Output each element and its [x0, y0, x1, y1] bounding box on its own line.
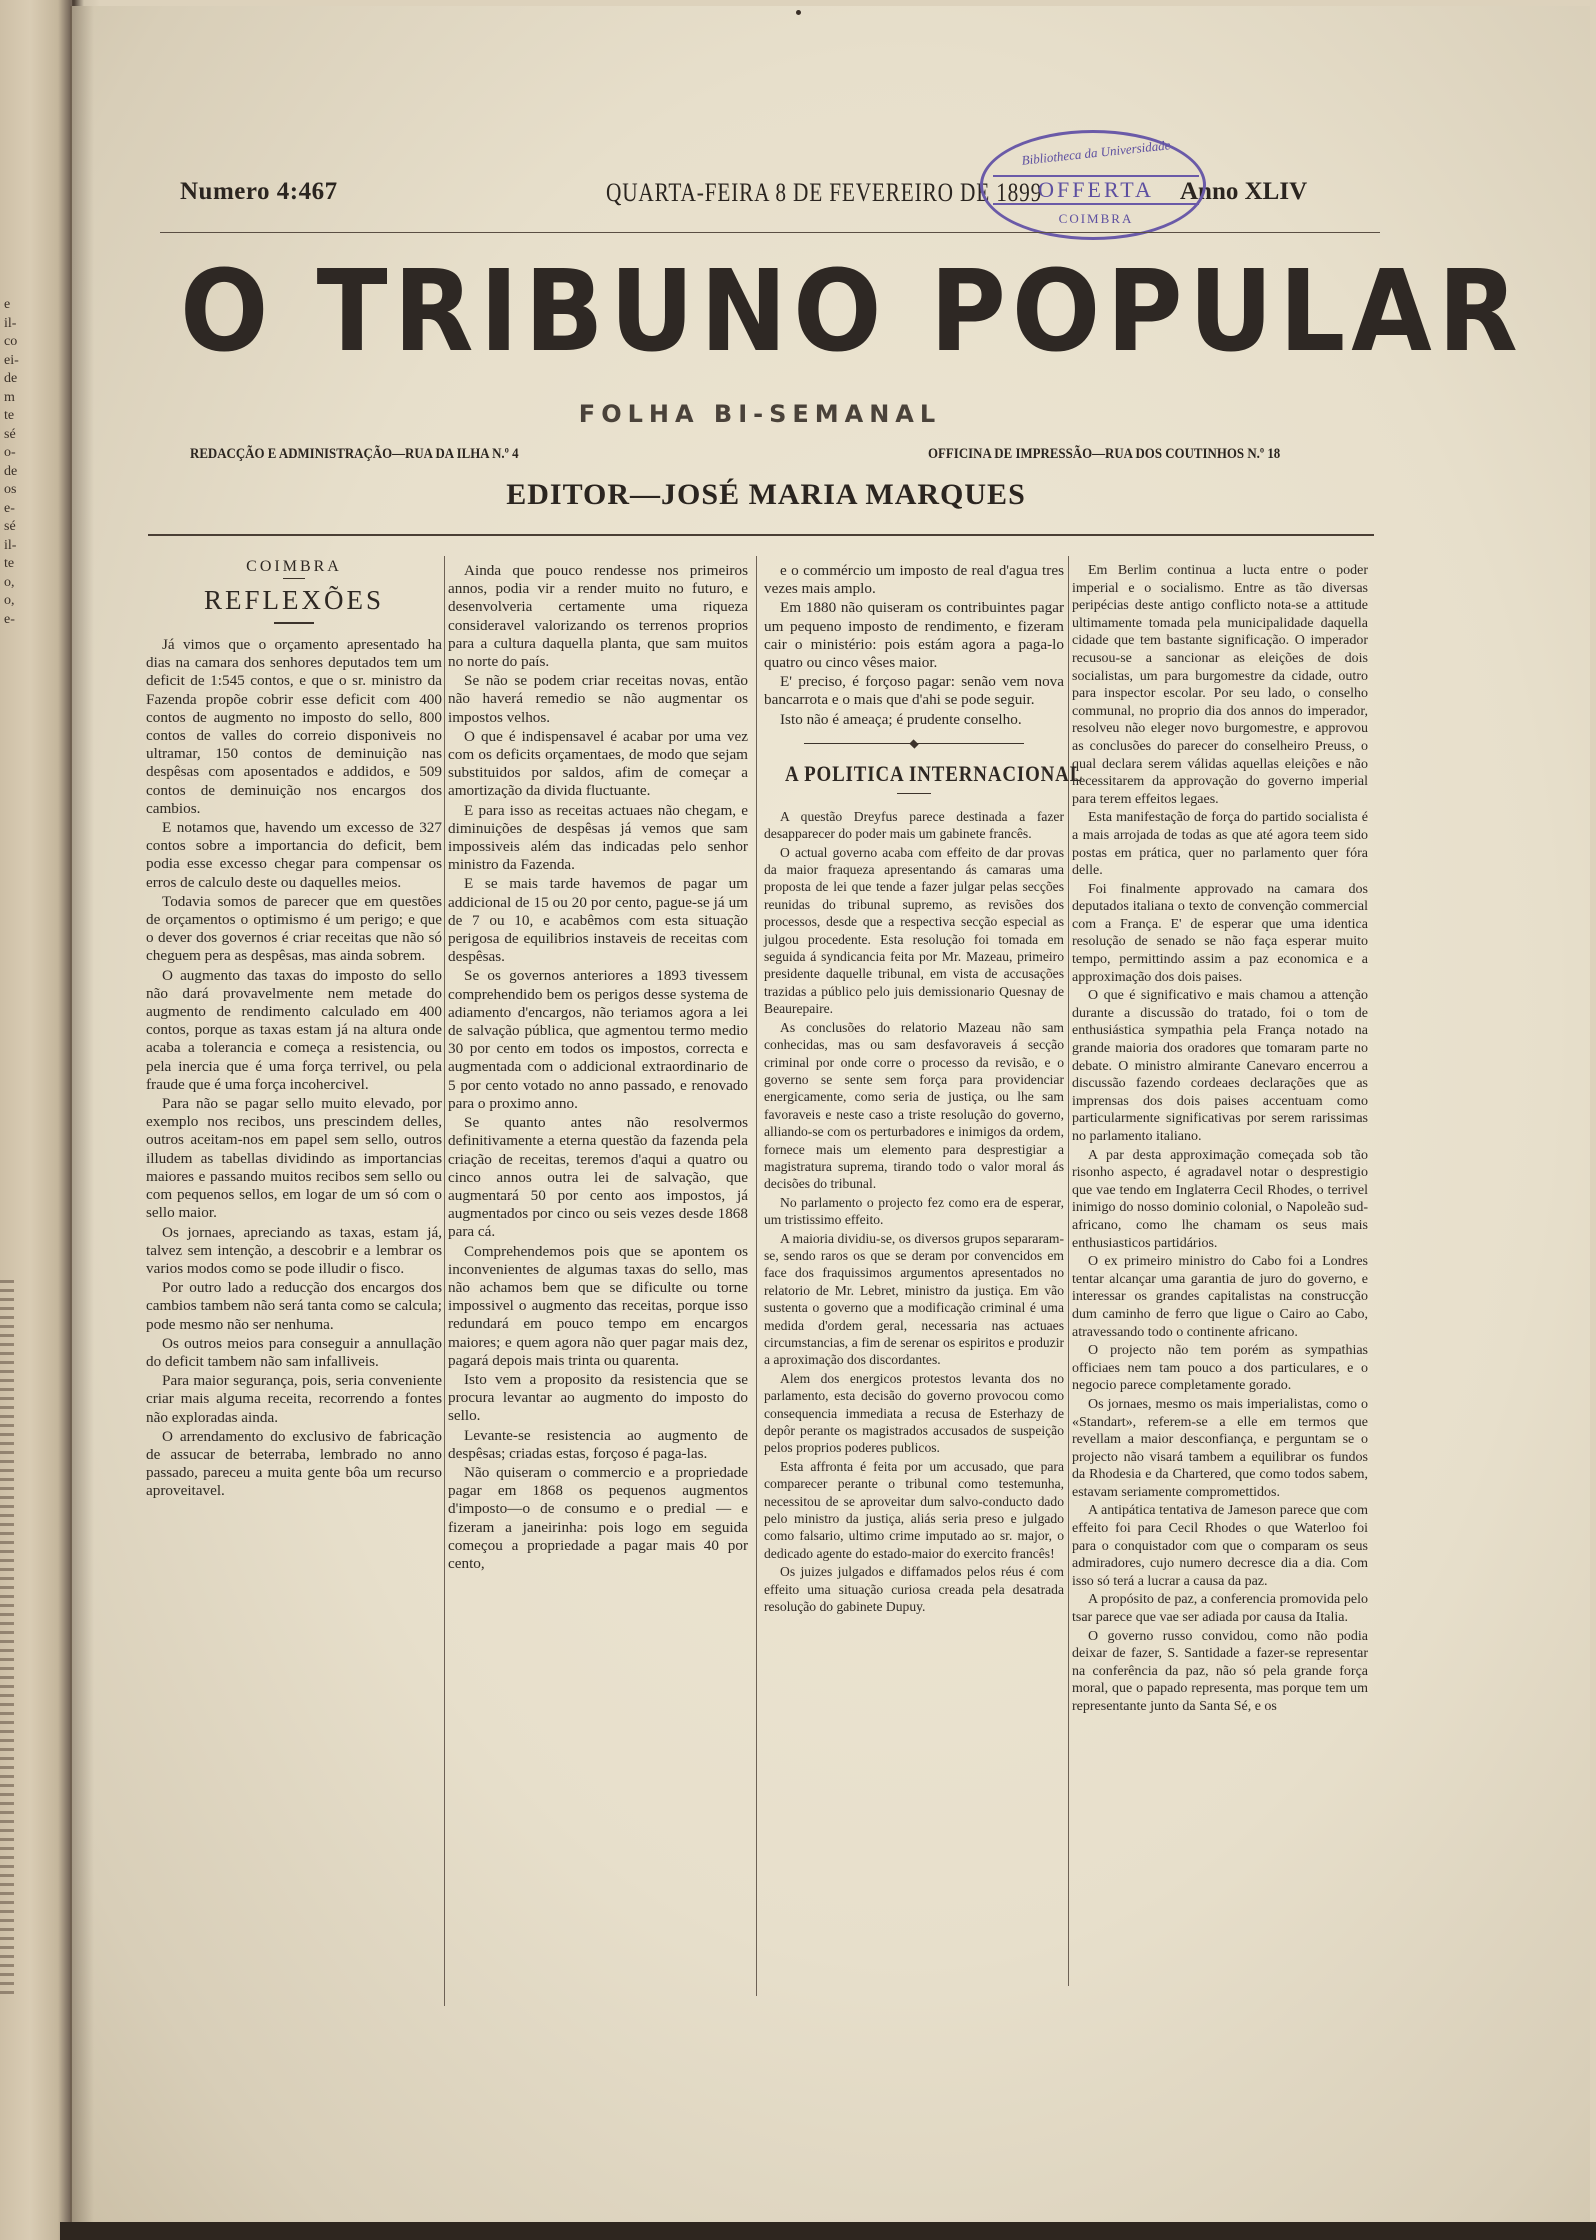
paragraph: As conclusões do relatorio Mazeau não sam conhecidas, mas ou sam desfavoraveis á secção criminal por onde corre o processo da revisão, e o governo se sente sem força para providenciar energicamente, como seria de justiça, ou lhe sam favoraveis e neste caso a triste resolução do governo, alliando-se com os perturbadores e inimigos da ordem, fornece mais um elemento para desprestigiar a magistratura suprema, tirando todo o valor moral ás decisões do tribunal. [764, 1019, 1064, 1192]
adjacent-page-fragment: e- [4, 500, 15, 516]
paragraph: E' preciso, é forçoso pagar: senão vem nova bancarrota e o mais que d'ahi se pode seguir. [764, 673, 1064, 709]
column-2-body [448, 562, 748, 1573]
paragraph: Isto não é ameaça; é prudente conselho. [780, 710, 1022, 728]
adjacent-page-fragment: sé [4, 426, 16, 442]
column-2 [448, 562, 748, 1574]
issue-year: Anno XLIV [1180, 178, 1308, 205]
paragraph: E para isso as receitas actuaes não chegam, e diminuições de despêsas já vemos que sam impossiveis além das indicadas pelo senhor ministro da Fazenda. [448, 801, 748, 874]
adjacent-page-fragment: il- [4, 315, 17, 331]
column-4 [1072, 562, 1368, 1717]
page-gutter-shadow [70, 6, 94, 2234]
section-rule [274, 622, 314, 624]
left-page-ornament [0, 1280, 14, 2000]
issue-number: Numero 4:467 [180, 178, 338, 205]
adjacent-page-fragment: te [4, 556, 15, 571]
paragraph: A maioria dividiu-se, os diversos grupos separaram-se, sendo raros os que se deram por convencidos em face dos fraquissimos argumentos apresentados no relatorio de Mr. Lebret, ministro da justiça. Em vão sustenta o governo que a modificação criminal é uma medida d'ordem geral, necessaria nas actuaes circumstancias, a fim de serenar os espiritos e produzir a aproximação dos discordantes. [764, 1230, 1064, 1368]
paragraph: Se quanto antes não resolvermos definitivamente a eterna questão da fazenda pela criação de receitas, teremos d'aqui a quatro ou cinco annos outra lei de salvação, que augmentará 50 por cento aos impostos, já augmentados por cinco ou seis vezes desde 1868 para cá. [448, 1114, 748, 1241]
library-stamp [980, 130, 1206, 240]
paragraph: Os jornaes, apreciando as taxas, estam já, talvez sem intenção, a descobrir e a lembrar os varios modos como se pode illudir o fisco. [146, 1223, 442, 1277]
adjacent-page-fragment: de [4, 463, 18, 479]
column-rule-1 [444, 556, 445, 2006]
redaccao-address: REDACÇÃO E ADMINISTRAÇÃO—RUA DA ILHA N.º 4 [190, 446, 519, 462]
column-rule-2 [756, 556, 757, 1996]
column-1 [146, 554, 442, 1502]
paragraph: Ainda que pouco rendesse nos primeiros annos, podia vir a render muito no futuro, e desenvolveria certamente uma riqueza consideravel valorizando os terrenos proprios para a cultura daquella planta, que sam muitos no norte do país. [448, 562, 748, 671]
paragraph: No parlamento o projecto fez como era de esperar, um tristissimo effeito. [764, 1194, 1064, 1228]
article-title-rule [897, 793, 931, 794]
ink-dot [796, 10, 801, 15]
paragraph: Levante-se resistencia ao augmento de despêsas; criadas estas, forçoso é paga-las. [448, 1426, 748, 1462]
adjacent-page-fragment: o- [4, 445, 16, 460]
paragraph: Já vimos que o orçamento apresentado ha dias na camara dos senhores deputados tem um deficit de 1:545 contos, e que o sr. ministro da Fazenda propõe cobrir esse deficit com 400 contos de augmento no imposto do sello, 800 contos de valles do correio disponiveis no ultramar, 150 contos de deminuição nas despêsas com aposentados e addidos, e 509 contos de deminuição nos encargos dos cambios. [146, 636, 442, 817]
stamp-top-text: Bibliotheca da Universidade [1020, 137, 1172, 168]
stamp-middle-text: OFFERTA [993, 175, 1199, 205]
paragraph: A propósito de paz, a conferencia promovida pelo tsar parece que vae ser adiada por causa da Italia. [1072, 1592, 1368, 1626]
paragraph: E se mais tarde havemos de pagar um addicional de 15 ou 20 por cento, pague-se já um de 7 ou 10, e acabêmos com esta situação perigosa de equilibrios instaveis de receitas com despêsas. [448, 875, 748, 966]
paragraph: E notamos que, havendo um excesso de 327 contos sobre a importancia do deficit, bem podia esse excesso chegar para compensar os erros de calculo deste ou daquelles meios. [146, 819, 442, 891]
adjacent-page-fragment: e- [4, 611, 15, 627]
paragraph: O que é indispensavel é acabar por uma vez com os deficits orçamentaes, de modo que sejam substituidos por saldos, afim de começar a amortização da divida fluctuante. [448, 727, 748, 800]
column-3-top-body [764, 562, 1064, 729]
newspaper-subtitle: FOLHA BI-SEMANAL [578, 400, 942, 428]
column-3 [764, 562, 1084, 1617]
paragraph: Esta affronta é feita por um accusado, que para comparecer perante o tribunal como testemunha, necessitou de se aproveitar dum salvo-conducto dado pelo ministro da justiça, aliás seria preso e julgado como falsario, ultimo crime imputado ao sr. major, o dedicado agente do estado-maior do exercito francês! [764, 1458, 1064, 1561]
paragraph: Todavia somos de parecer que em questões de orçamentos o optimismo é um perigo; e que o dever dos governos é criar receitas que não só cheguem pera as despêsas, mas ainda sobrem. [146, 892, 442, 965]
paragraph: O ex primeiro ministro do Cabo foi a Londres tentar alcançar uma garantia de juro do governo, e interessar os grandes capitalistas na construcção dum caminho de ferro que ligue o Cairo ao Cabo, atravessando todo o continente africano. [1072, 1254, 1368, 1340]
paragraph: Esta manifestação de força do partido socialista é a mais arrojada de todas as que até agora teem sido postas em prática, quer no parlamento quer fóra delle. [1072, 810, 1368, 879]
paragraph: O governo russo convidou, como não podia deixar de fazer, S. Santidade a fazer-se representar na conferência da paz, não só pela grande força moral, que o papado representa, mas porque tem um representante junto da Santa Sé, e os [1072, 1628, 1368, 1714]
paragraph: Por outro lado a reducção dos encargos dos cambios tambem não será tanta como se calcula; pode mesmo não ser nenhuma. [146, 1279, 442, 1333]
paragraph: A par desta approximação começada sob tão risonho aspecto, é agradavel notar o desprestigio que vae tendo em Inglaterra Cecil Rhodes, o terrivel inimigo do nosso dominio colonial, o Napoleão sud-africano, como lhe chamam os seus mais enthusiasticos partidários. [1072, 1147, 1368, 1251]
paragraph: O arrendamento do exclusivo de fabricação de assucar de beterraba, lembrado no anno passado, pareceu a muita gente bôa um recurso aproveitavel. [146, 1427, 442, 1500]
paragraph: Em Berlim continua a lucta entre o poder imperial e o socialismo. Entre as tão diversas peripécias deste antigo conflicto nota-se a attitude ultimamente tomada pela municipalidade daquella cidade que tem bastante significação. O imperador recusou-se a sancionar as eleições de dois socialistas, um para burgomestre da cidade, outro para inspector escolar. Por seu lado, o conselho communal, no proprio dia dos annos do imperador, resolveu não eleger novo burgomestre, e approvou as conclusões do parecer do conselheiro Preuss, o qual declara serem válidas aquellas eleições e não necessitarem da approvação do governo imperial para terem effeitos legaes. [1072, 563, 1368, 807]
paragraph: Os juizes julgados e diffamados pelos réus é com effeito uma situação curiosa creada pela desatrada resolução do gabinete Dupuy. [764, 1564, 1064, 1615]
paragraph: Os jornaes, mesmo os mais imperialistas, como o «Standart», referem-se a elle em termos que revellam a maior desconfiança, e perguntam se o projecto não visará tambem a equilibrar os fundos da Rhodesia e da Chartered, que como todos sabem, estavam seriamente compromettidos. [1072, 1396, 1368, 1500]
newspaper-title: O TRIBUNO POPULAR [180, 245, 1524, 377]
adjacent-page-fragment: sé [4, 519, 16, 534]
adjacent-page-fragment: m [4, 389, 15, 405]
ornamental-rule [764, 737, 1064, 751]
adjacent-page-fragment: co [4, 334, 18, 349]
paragraph: Comprehendemos pois que se apontem os inconvenientes de algumas taxas do sello, mas não achamos bem que se dificulte ou torne impossivel o augmento das receitas, porque isso redundará em pouco tempo em encargos maiores; e quem agora não quer pagar mais dez, pagará depois mais trinta ou quarenta. [448, 1242, 748, 1369]
section-place: COIMBRA [246, 558, 342, 575]
column-4-body [1072, 562, 1368, 1716]
section-title: REFLEXÕES [203, 585, 384, 615]
officina-address: OFFICINA DE IMPRESSÃO—RUA DOS COUTINHOS N.º 18 [928, 446, 1281, 462]
top-rule [160, 232, 1380, 233]
paragraph: Para não se pagar sello muito elevado, por exemplo nos recibos, uns prescindem delles, outros aceitam-nos em papel sem sello, outros illudem as tabellas dividindo as importancias maiores e passando muitos recibos sem sello ou com pequenos sellos, em logar de um só com o sello maior. [146, 1095, 442, 1222]
paragraph: e o commércio um imposto de real d'agua tres vezes mais amplo. [764, 562, 1064, 598]
paragraph: A questão Dreyfus parece destinada a fazer desapparecer do poder mais um gabinete francês. [764, 808, 1064, 842]
paragraph: Se os governos anteriores a 1893 tivessem comprehendido bem os perigos desse systema de adiamento d'encargos, não teriamos agora a lei de salvação pública, que agmentou termo medio 30 por cento em todos os impostos, correcta e augmentada com o addicional extraordinario de 5 por cento votado no anno passado, e renovado para o proximo anno. [448, 967, 748, 1112]
masthead-bottom-rule [148, 534, 1374, 536]
issue-date: QUARTA-FEIRA 8 DE FEVEREIRO DE 1899 [606, 178, 1043, 207]
paragraph: O augmento das taxas do imposto do sello não dará provavelmente nem metade do augmento de rendimento calculado em 400 contos, porque as taxas estam já na altura onde acaba a tolerancia e começa a resistencia, ou pela inercia que é uma força terrivel, ou pela fraude que é uma força incohercivel. [146, 966, 442, 1093]
adjacent-page-edge [0, 0, 72, 2240]
paragraph: O projecto não tem porém as sympathias officiaes nem tam pouco a dos particulares, e o negocio parece completamente gorado. [1072, 1343, 1368, 1394]
adjacent-page-fragment: os [4, 482, 17, 497]
paragraph: Os outros meios para conseguir a annullação do deficit tambem não sam infalliveis. [146, 1334, 442, 1370]
paragraph: Isto vem a proposito da resistencia que se procura levantar ao augmento do imposto do sello. [448, 1370, 748, 1425]
adjacent-page-fragment: ei- [4, 352, 19, 368]
paragraph: Foi finalmente approvado na camara dos deputados italiana o texto de convenção commercial com a França. E' de esperar que uma identica resolução de senado se não faça esperar muito tempo, permittindo assim a paz economica e a approximação dos dois paises. [1072, 881, 1368, 985]
column-3-body [764, 808, 1064, 1616]
paragraph: Não quiseram o commercio e a propriedade pagar em 1868 os pequenos augmentos d'imposto—o de consumo e o predial — e fizeram a janeirinha: pois logo em seguida começou a propriedade a pagar mais 40 por cento, [448, 1463, 748, 1572]
paragraph: O que é significativo e mais chamou a attenção durante a discussão do tratado, foi o tom de enthusiástica sympathia pela França notado na grande maioria dos oradores que tomaram parte no debate. O ministro almirante Canevaro encerrou a discussão fazendo cordeaes declarações que as imprensas dos dois paises accentuam como particularmente significativas por serem rarissimas no parlamento italiano. [1072, 988, 1368, 1144]
paragraph: Alem dos energicos protestos levanta dos no parlamento, esta decisão do governo provocou como consequencia immediata a recusa de Esterhazy de depôr perante os magistrados accusados de suspeição pelos proprios poderes publicos. [764, 1370, 1064, 1456]
bottom-edge [60, 2222, 1596, 2240]
article-title: A POLITICA INTERNACIONAL [785, 760, 1084, 786]
adjacent-page-fragment: e [4, 297, 11, 312]
adjacent-page-fragment: de [4, 371, 18, 386]
adjacent-page-fragment: o, [4, 593, 15, 608]
paragraph: Para maior segurança, pois, seria conveniente criar mais alguma receita, recorrendo a fontes não exploradas ainda. [146, 1372, 442, 1426]
paragraph: A antipática tentativa de Jameson parece que com effeito foi para Cecil Rhodes o que Waterloo foi para o conquistador com que o comparam os seus admiradores, cujo numero decresce dia a dia. Com isso só terá a lucrar a causa da paz. [1072, 1503, 1368, 1589]
paragraph: Se não se podem criar receitas novas, então não haverá remedio se não augmentar os impostos velhos. [448, 672, 748, 726]
column-1-body [146, 636, 442, 1501]
adjacent-page-fragment: il- [4, 537, 17, 553]
adjacent-page-fragment: o, [4, 574, 15, 590]
paragraph: O actual governo acaba com effeito de dar provas da maior fraqueza apresentando ás camaras uma proposta de lei que tende a fazer julgar pelas secções reunidas do tribunal supremo, as revisões dos processos, desde que a respectiva secção especial as julgou procedente. Esta resolução foi tomada em seguida á syndicancia feita por Mr. Mazeau, primeiro presidente daquelle tribunal, em vista de accusações trazidas a público pelo juis demissionario Quesnay de Beaurepaire. [764, 844, 1064, 1017]
section-dash [283, 578, 305, 579]
paragraph: Em 1880 não quiseram os contribuintes pagar um pequeno imposto de rendimento, e fizeram cair o ministério: pois estám agora a paga-lo quatro ou cinco vêses maior. [764, 599, 1064, 672]
stamp-bottom-text: COIMBRA [1058, 211, 1134, 226]
adjacent-page-fragment: te [4, 408, 15, 423]
editor-line: EDITOR—JOSÉ MARIA MARQUES [506, 478, 1026, 511]
